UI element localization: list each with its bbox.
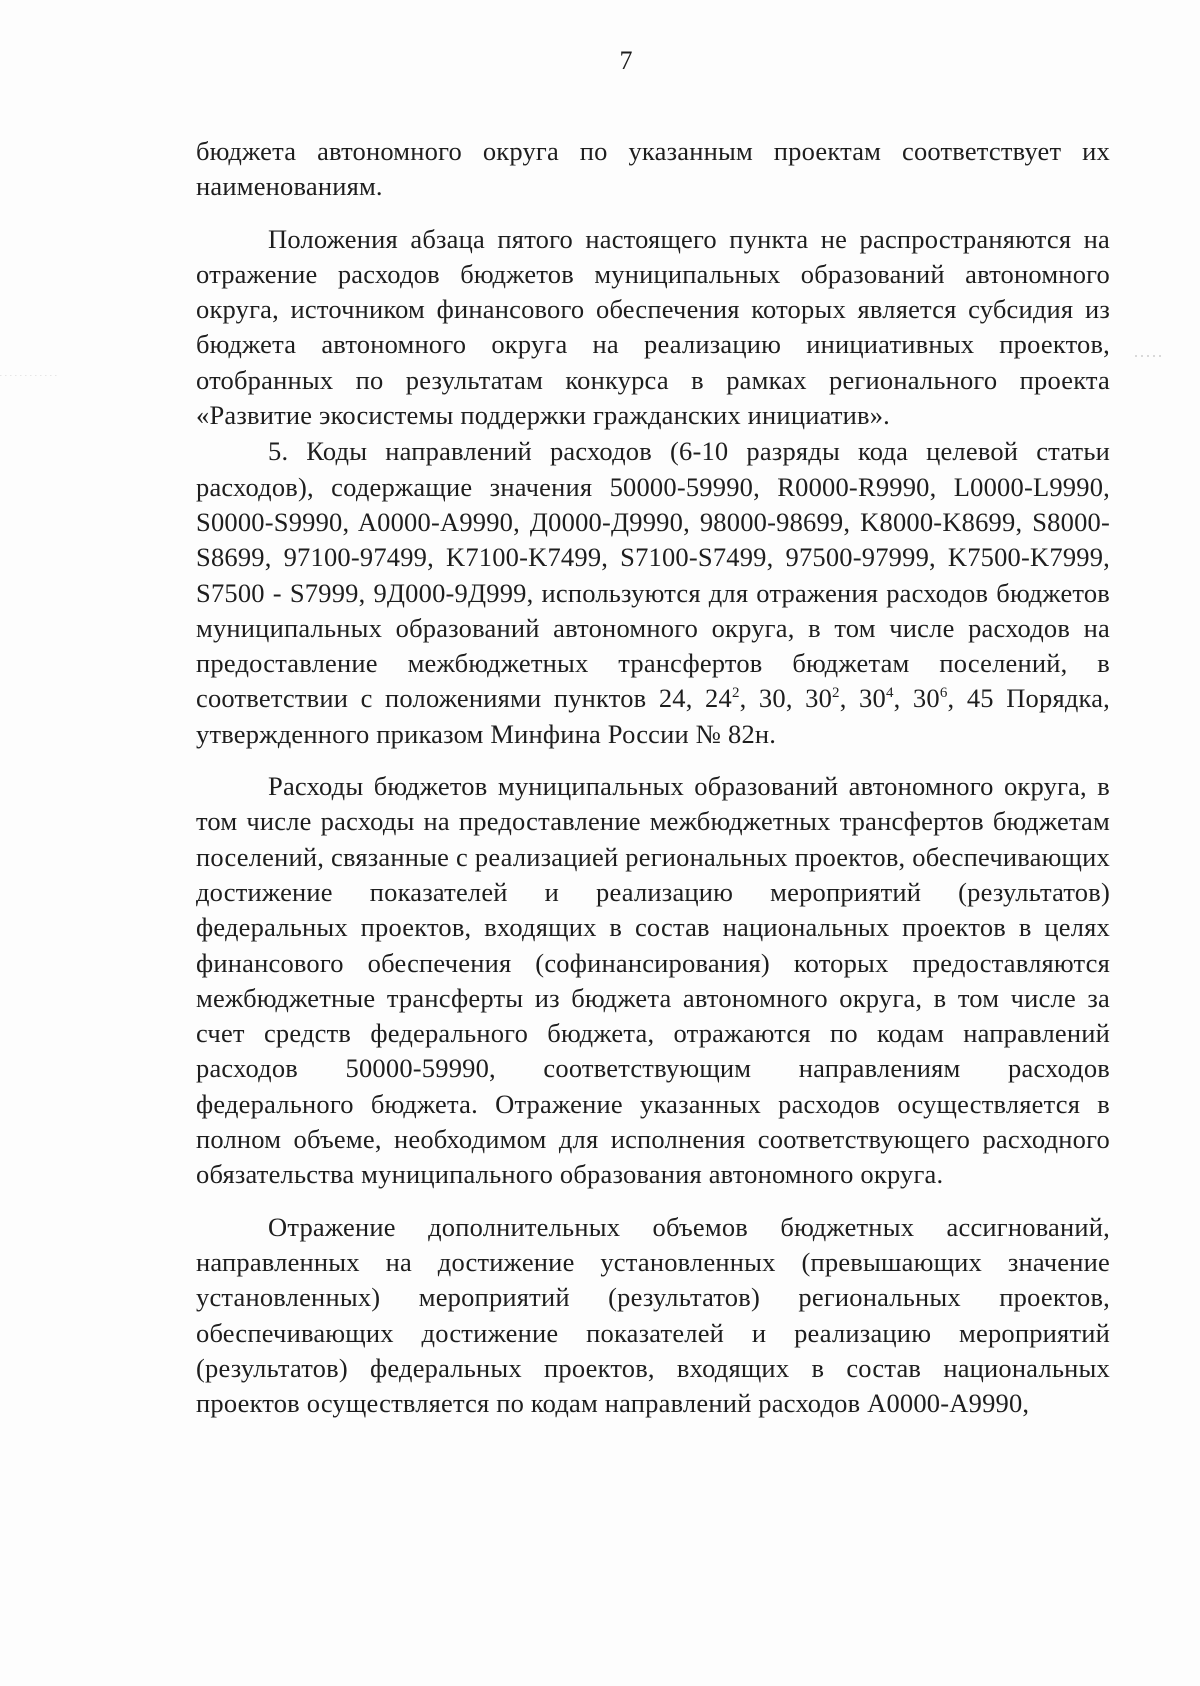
paragraph-item-5-text: 5. Коды направлений расходов (6-10 разряды кода целевой статьи расходов), содержащие значения 50000-59990, R0000-R9990, L0000-L9990, S0000-S9990, A0000-A9990, Д0000-Д9990, 98000-98699, K8000-K8699, S8000-S8699, 97100-97499, K7100-K7499, S7100-S7499, 97500-97999, K7500-K7999, S7500 - S7999, 9Д000-9Д999, используются для отражения расходов бюджетов муниципальных образований автономного округа, в том числе расходов на предоставление межбюджетных трансфертов бюджетам поселений, в соответствии с положениями пунктов 24, 24 [196,436,1110,714]
paragraph-additional-allocations: Отражение дополнительных объемов бюджетных ассигнований, направленных на достижение установленных (превышающих значение установленных) мероприятий (результатов) региональных проектов, обеспечивающих достижение показателей и реализацию мероприятий (результатов) федеральных проектов, входящих в состав национальных проектов осуществляется по кодам направлений расходов A0000-A9990, [196,1211,1110,1419]
superscript: 6 [939,684,948,701]
paragraph-item-5 [196,434,1110,752]
paragraph-exceptions: Положения абзаца пятого настоящего пункта не распространяются на отражение расходов бюджетов муниципальных образований автономного округа, источником финансового обеспечения которых является субсидия из бюджета автономного округа на реализацию инициативных проектов, отобранных по результатам конкурса в рамках регионального проекта «Развитие экосистемы поддержки гражданских инициатив». [196,223,1110,431]
page-number: 7 [619,46,633,75]
scan-artifact [1135,355,1165,357]
paragraph-item-5-text: , 30 [839,683,886,714]
paragraph-continuation: бюджета автономного округа по указанным проектам соответствует их наименованиям. [196,136,1110,202]
superscript: 4 [885,684,894,701]
document-body [196,134,1110,1421]
paragraph-item-5-text: , 30, 30 [739,683,833,714]
scan-artifact-left [0,375,60,376]
paragraph-municipal-expenses: Расходы бюджетов муниципальных образований автономного округа, в том числе расходы на предоставление межбюджетных трансфертов бюджетам поселений, связанные с реализацией региональных проектов, обеспечивающих достижение показателей и реализацию мероприятий (результатов) федеральных проектов, входящих в состав национальных проектов в целях финансового обеспечения (софинансирования) которых предоставляются межбюджетные трансферты из бюджета автономного округа, в том числе за счет средств федерального бюджета, отражаются по кодам направлений расходов 50000-59990, соответствующим направлениям расходов федерального бюджета. Отражение указанных расходов осуществляется в полном объеме, необходимом для исполнения соответствующего расходного обязательства муниципального образования автономного округа. [196,771,1110,1190]
superscript: 2 [731,684,740,701]
paragraph-item-5-text: , 45 Порядка, утвержденного приказом Минфина России № 82н. [196,683,1110,749]
superscript: 2 [832,684,840,701]
paragraph-item-5-text: , 30 [893,683,940,714]
